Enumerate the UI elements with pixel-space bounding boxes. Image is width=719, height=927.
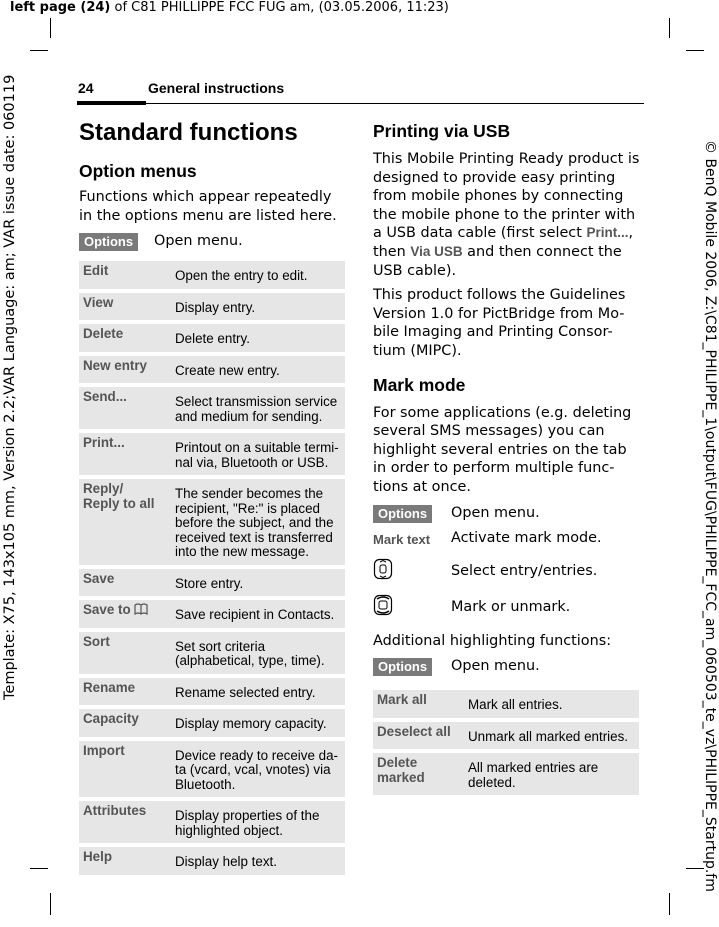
table-row [79, 678, 345, 706]
option-key: Delete marked [373, 753, 464, 795]
option-key: Capacity [79, 709, 171, 737]
option-key: Reply/ Reply to all [79, 479, 171, 565]
left-column [79, 119, 349, 879]
left-page-label: left page (24) [10, 0, 111, 15]
option-desc: Mark all entries. [464, 690, 639, 718]
printing-usb-paragraph [373, 150, 641, 280]
table-row [79, 356, 345, 384]
options-softkey-row [79, 231, 349, 251]
copyright-margin: © BenQ Mobile 2006, Z:\C81_PHILIPPE_1\output\FUG\PHILIPPE_FCC_am_060503_te_vz\PHILIPPE_Startup.fm [702, 140, 718, 892]
crop-mark [50, 18, 51, 38]
table-row [79, 293, 345, 321]
options-softkey-desc: Open menu. [451, 658, 540, 675]
option-desc: Display entry. [171, 293, 345, 321]
crop-mark [669, 18, 670, 38]
crop-mark [30, 50, 48, 51]
options-table [79, 257, 345, 879]
table-row [79, 324, 345, 352]
options-softkey: Options [373, 658, 432, 676]
option-key: Help [79, 847, 171, 875]
option-desc: Create new entry. [171, 356, 345, 384]
option-key: Sort [79, 632, 171, 674]
mark-row-select [373, 558, 641, 584]
table-row [79, 600, 345, 628]
mark-row-toggle [373, 594, 641, 620]
text-segment: , then [373, 225, 634, 260]
nav-center-icon [373, 594, 393, 616]
pictbridge-paragraph: This product follows the Guidelines Version 1.0 for PictBridge from Mo-bile Imaging and Printing Consor-tium (MIPC). [373, 287, 626, 359]
table-row [79, 741, 345, 798]
table-row [373, 690, 639, 718]
option-key: Print... [79, 433, 171, 475]
printing-usb-heading: Printing via USB [373, 121, 511, 141]
option-desc: Store entry. [171, 569, 345, 597]
table-row [79, 261, 345, 289]
source-detail: of C81 PHILLIPPE FCC FUG am, (03.05.2006, 11:23) [110, 0, 449, 15]
option-desc: Display help text. [171, 847, 345, 875]
option-menus-intro: Functions which appear repeatedly in the options menu are listed here. [79, 189, 337, 224]
print-menu-ref: Print... [586, 225, 629, 241]
option-key: New entry [79, 356, 171, 384]
option-key-label: Save to [83, 602, 131, 618]
option-desc: All marked entries are deleted. [464, 753, 639, 795]
table-row [79, 387, 345, 429]
header-rule [146, 103, 644, 104]
option-desc: Rename selected entry. [171, 678, 345, 706]
text-segment: This Mobile Printing Ready product is designed to provide easy printing from mobile phones by connecting the mobile phone to the printer with a USB data cable (first select [373, 151, 640, 242]
option-key: Save [79, 569, 171, 597]
mark-row-options [373, 503, 641, 523]
mark-text-softkey: Mark text [373, 531, 431, 547]
option-key: Delete [79, 324, 171, 352]
options-softkey-row-2 [373, 656, 641, 676]
option-key: Rename [79, 678, 171, 706]
via-usb-menu-ref: Via USB [410, 243, 463, 259]
page-number: 24 [78, 80, 94, 96]
mark-mode-heading: Mark mode [373, 374, 466, 395]
template-info-margin: Template: X75, 143x105 mm, Version 2.2;VAR Language: am; VAR issue date: 060119 [2, 74, 18, 700]
option-key: Send... [79, 387, 171, 429]
table-row [79, 801, 345, 843]
options-softkey: Options [373, 505, 432, 523]
table-row [79, 709, 345, 737]
option-key-save-to [79, 600, 171, 628]
mark-row-mark-text [373, 529, 641, 548]
row-desc: Open menu. [451, 504, 540, 521]
contacts-book-icon [134, 603, 148, 615]
crop-mark [669, 893, 670, 915]
option-key: Mark all [373, 690, 464, 718]
option-key: Import [79, 741, 171, 798]
table-row [373, 722, 639, 750]
option-key: View [79, 293, 171, 321]
table-row [373, 753, 639, 795]
option-desc: Display properties of the highlighted object. [171, 801, 345, 843]
option-desc: Open the entry to edit. [171, 261, 345, 289]
table-row [79, 479, 345, 565]
mark-mode-paragraph: For some applications (e.g. deleting several SMS messages) you can highlight several entries on the tab in order to perform multiple func-tions at once. [373, 404, 632, 495]
row-desc: Mark or unmark. [451, 598, 571, 615]
option-key: Edit [79, 261, 171, 289]
table-row [79, 847, 345, 875]
option-desc: Display memory capacity. [171, 709, 345, 737]
options-softkey-desc: Open menu. [154, 233, 243, 250]
option-desc: Printout on a suitable termi-nal via, Bluetooth or USB. [171, 433, 345, 475]
row-desc: Activate mark mode. [451, 530, 602, 546]
option-desc: Unmark all marked entries. [464, 722, 639, 750]
option-key: Deselect all [373, 722, 464, 750]
text-segment: and then connect the USB cable). [373, 243, 622, 279]
option-desc: Set sort criteria (alphabetical, type, time). [171, 632, 345, 674]
additional-functions-text: Additional highlighting functions: [373, 632, 612, 649]
option-menus-heading: Option menus [79, 161, 197, 181]
option-desc: The sender becomes the recipient, "Re:" is placed before the subject, and the received text is transferred into the new message. [171, 479, 345, 565]
page-title: Standard functions [79, 119, 298, 146]
options-softkey: Options [79, 233, 138, 251]
crop-mark [686, 50, 704, 51]
option-desc: Select transmission service and medium for sending. [171, 387, 345, 429]
right-column [373, 121, 641, 799]
option-desc: Delete entry. [171, 324, 345, 352]
document-source-line [10, 0, 449, 15]
option-desc: Save recipient in Contacts. [171, 600, 345, 628]
header-rule-thick [77, 101, 146, 105]
table-row [79, 632, 345, 674]
mark-options-table [373, 686, 639, 799]
option-key: Attributes [79, 801, 171, 843]
crop-mark [30, 868, 48, 869]
table-row [79, 569, 345, 597]
row-desc: Select entry/entries. [451, 562, 598, 579]
crop-mark [50, 893, 51, 915]
nav-up-down-icon [373, 558, 393, 580]
option-desc: Device ready to receive da-ta (vcard, vcal, vnotes) via Bluetooth. [171, 741, 345, 798]
section-title: General instructions [148, 80, 285, 96]
table-row [79, 433, 345, 475]
